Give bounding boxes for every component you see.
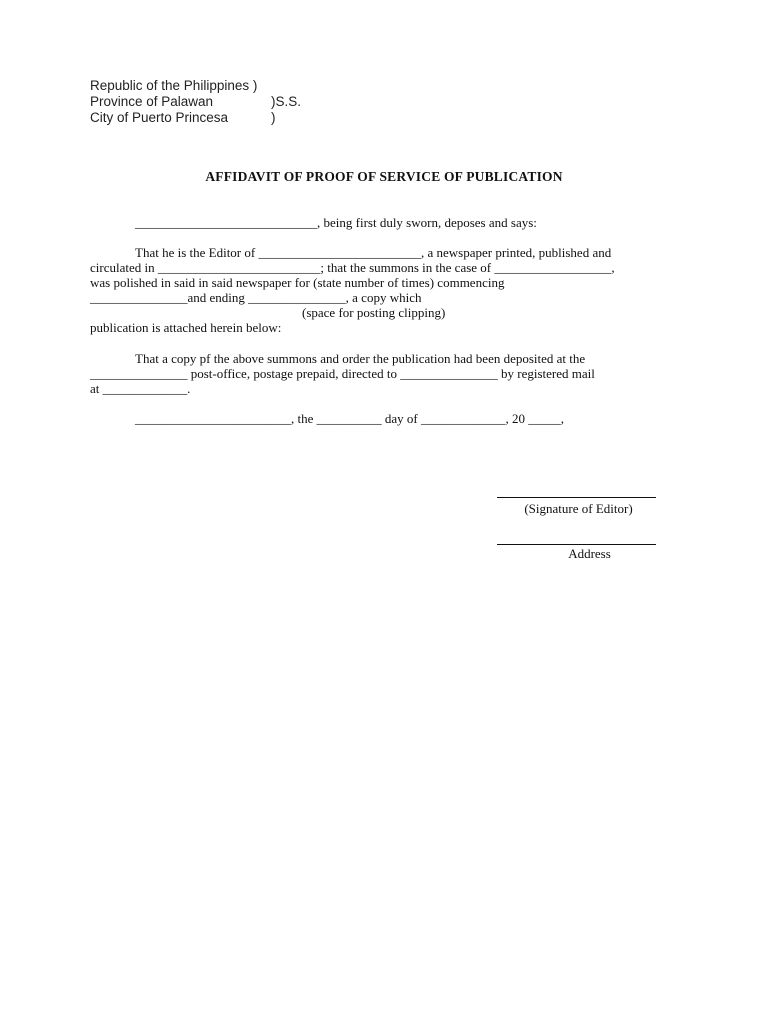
- editor-statement-line-2: circulated in _________________________; that the summons in the case of __________________,: [90, 260, 615, 275]
- document-title: AFFIDAVIT OF PROOF OF SERVICE OF PUBLICATION: [205, 169, 563, 184]
- deposit-statement-line-1: That a copy pf the above summons and order the publication had been deposited at the: [135, 351, 586, 366]
- date-place-line: ________________________, the __________ day of _____________, 20 _____,: [135, 411, 564, 426]
- deposit-statement-line-2: _______________ post-office, postage prepaid, directed to _______________ by registered mail: [90, 366, 595, 381]
- editor-signature-label: (Signature of Editor): [524, 501, 633, 516]
- editor-statement-line-1: That he is the Editor of _________________________, a newspaper printed, published and: [135, 245, 612, 260]
- editor-signature-line: [497, 497, 656, 498]
- venue-line-city: [90, 110, 276, 126]
- venue-line-republic: [90, 78, 257, 94]
- editor-statement-line-3: was polished in said in said newspaper for (state number of times) commencing: [90, 275, 505, 290]
- deponent-line: ____________________________, being first duly sworn, deposes and says:: [135, 215, 537, 230]
- venue-block: [90, 78, 302, 126]
- venue-line-province: [90, 94, 302, 110]
- editor-statement-line-6: publication is attached herein below:: [90, 320, 282, 335]
- address-signature-line: [497, 544, 656, 545]
- venue-ss-mark: )S.S.: [271, 94, 302, 109]
- address-label: Address: [568, 546, 611, 561]
- clipping-space-note: (space for posting clipping): [302, 305, 446, 320]
- venue-province-text: Province of Palawan: [90, 94, 214, 109]
- deposit-statement-line-3: at _____________.: [90, 381, 191, 396]
- editor-statement-line-4: _______________and ending _______________, a copy which: [90, 290, 422, 305]
- venue-republic-text: Republic of the Philippines ): [90, 78, 258, 93]
- venue-city-text: City of Puerto Princesa: [90, 110, 229, 125]
- venue-city-paren: ): [271, 110, 276, 125]
